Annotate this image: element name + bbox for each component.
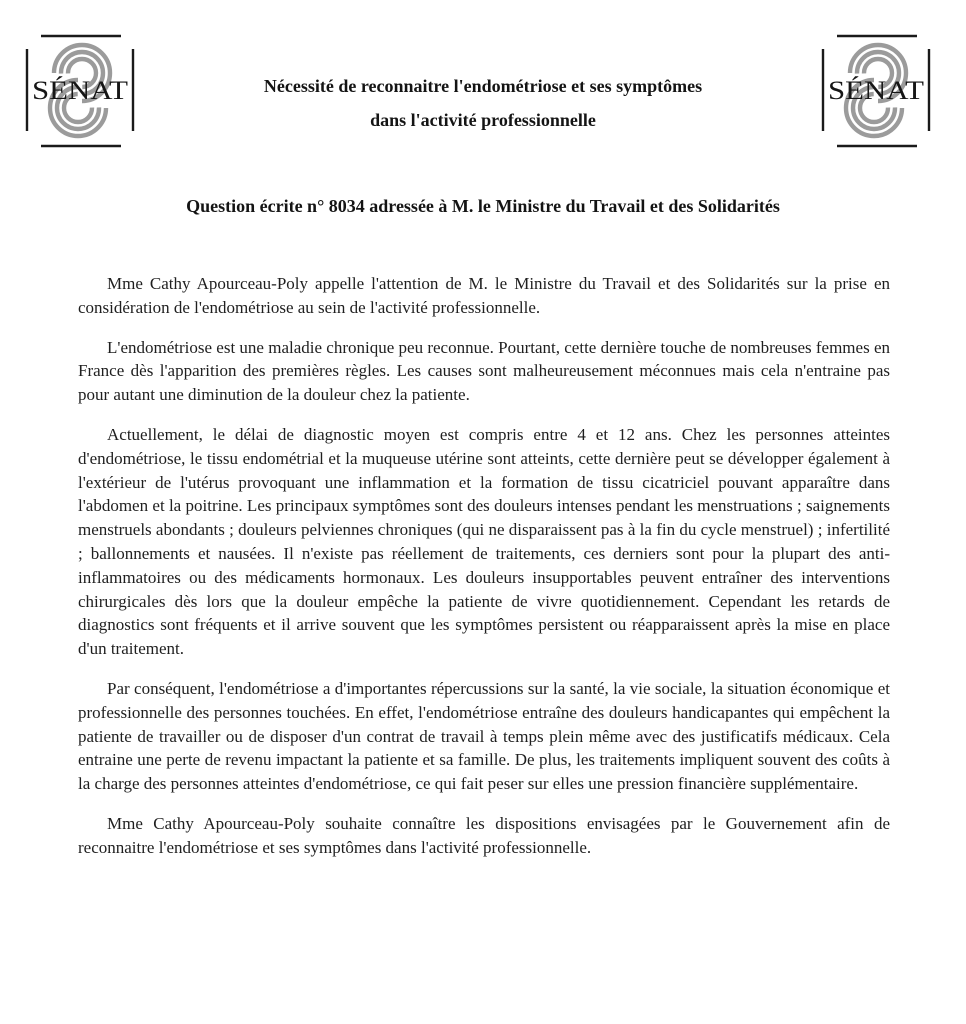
document-title-line1: Nécessité de reconnaitre l'endométriose et ses symptômes [263,76,703,96]
document-title [0,76,966,130]
paragraph-consequences: Par conséquent, l'endométriose a d'importantes répercussions sur la santé, la vie sociale, la situation économique et professionnelle des personnes touchées. En effet, l'endométriose entraîne des douleurs handicapantes qui empêchent la patiente de travailler ou de disposer d'un contrat de travail à temps plein même avec des justificatifs médicaux. Cela entraine une perte de revenu impactant la patiente et sa famille. De plus, les traitements impliquent souvent des coûts à la charge des personnes atteintes d'endométriose, ce qui fait peser sur elles une pression financière supplémentaire. [78,678,890,794]
document-title-line2: dans l'activité professionnelle [370,110,596,130]
paragraph-symptoms: Actuellement, le délai de diagnostic moyen est compris entre 4 et 12 ans. Chez les personnes atteintes d'endométriose, le tissu endométrial et la muqueuse utérine sont atteints, cette dernière peut se développer également à l'extérieur de l'utérus provoquant une inflammation et la formation de tissu cicatriciel pouvant apparaître dans l'abdomen et la poitrine. Les principaux symptômes sont des douleurs intenses pendant les menstruations ; saignements menstruels abondants ; douleurs pelviennes chroniques (qui ne disparaissent pas à la fin du cycle menstruel) ; infertilité ; ballonnements et nausées. Il n'existe pas réellement de traitements, ces derniers sont pour la plupart des anti-inflammatoires ou des médicaments hormonaux. Les douleurs insupportables peuvent entraîner des interventions chirurgicales dès lors que la douleur empêche la patiente de vivre quotidiennement. Cependant les retards de diagnostics sont fréquents et il arrive souvent que les symptômes persistent ou réapparaissent après la mise en place d'un traitement. [78,424,890,659]
paragraph-intro: Mme Cathy Apourceau-Poly appelle l'attention de M. le Ministre du Travail et des Solidarités sur la prise en considération de l'endométriose au sein de l'activité professionnelle. [78,274,890,317]
logo-wordmark: SÉNAT [32,76,129,105]
paragraph-disease: L'endométriose est une maladie chronique peu reconnue. Pourtant, cette dernière touche de nombreuses femmes en France dès l'apparition des premières règles. Les causes sont malheureusement méconnues mais cela n'entraine pas pour autant une diminution de la douleur chez la patiente. [78,337,890,405]
logo-wordmark: SÉNAT [828,76,925,105]
question-heading: Question écrite n° 8034 adressée à M. le Ministre du Travail et des Solidarités [186,196,780,216]
document-body [78,272,890,876]
paragraph-request: Mme Cathy Apourceau-Poly souhaite connaître les dispositions envisagées par le Gouvernement afin de reconnaitre l'endométriose et ses symptômes dans l'activité professionnelle. [78,813,890,857]
